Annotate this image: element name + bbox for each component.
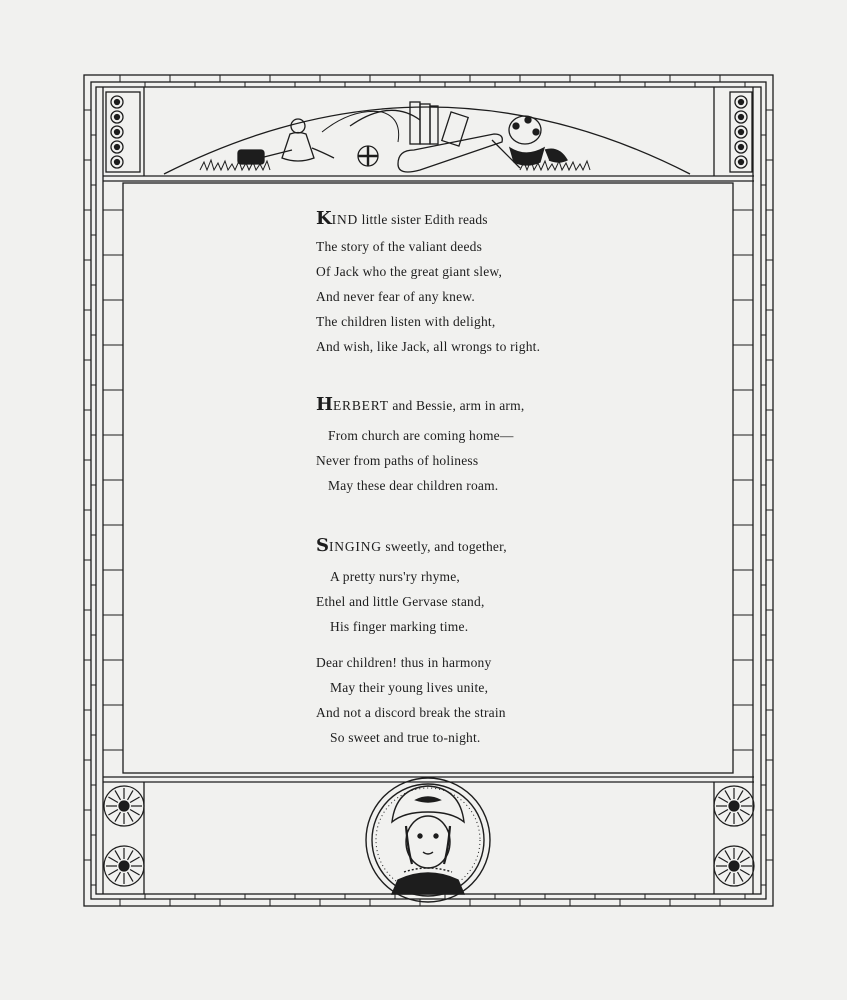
poem-line: Dear children! thus in harmony — [316, 655, 492, 670]
poem-line: And not a discord break the strain — [316, 705, 506, 720]
poem-line: Never from paths of holiness — [316, 453, 479, 468]
poem-line: And wish, like Jack, all wrongs to right. — [316, 339, 541, 354]
poem-line: And never fear of any knew. — [316, 289, 475, 304]
poem-line: May these dear children roam. — [328, 478, 499, 493]
poem-line: A pretty nurs'ry rhyme, — [330, 569, 461, 584]
drop-initial: S — [316, 535, 329, 556]
poem-line: The children listen with delight, — [316, 314, 496, 329]
top-vignette — [164, 102, 690, 174]
poem-line: His finger marking time. — [330, 619, 469, 634]
small-caps-lead: ERBERT — [333, 398, 389, 413]
poem-line: So sweet and true to-night. — [330, 730, 481, 745]
line-text: sweetly, and together, — [381, 539, 507, 554]
poem-line — [316, 535, 507, 556]
line-text: and Bessie, arm in arm, — [388, 398, 525, 413]
line-text: little sister Edith reads — [358, 212, 488, 227]
drop-initial: H — [316, 394, 334, 415]
small-caps-lead: IND — [331, 212, 359, 227]
poem-line: The story of the valiant deeds — [316, 239, 483, 254]
poem-line: May their young lives unite, — [330, 680, 489, 695]
drop-initial: K — [316, 208, 332, 229]
bottom-medallion — [366, 778, 490, 902]
poem-line: Ethel and little Gervase stand, — [316, 594, 485, 609]
poem-line: From church are coming home— — [328, 428, 514, 443]
poem-line — [316, 208, 488, 229]
poem-line — [316, 394, 525, 415]
poem-line: Of Jack who the great giant slew, — [316, 264, 503, 279]
small-caps-lead: INGING — [329, 539, 382, 554]
